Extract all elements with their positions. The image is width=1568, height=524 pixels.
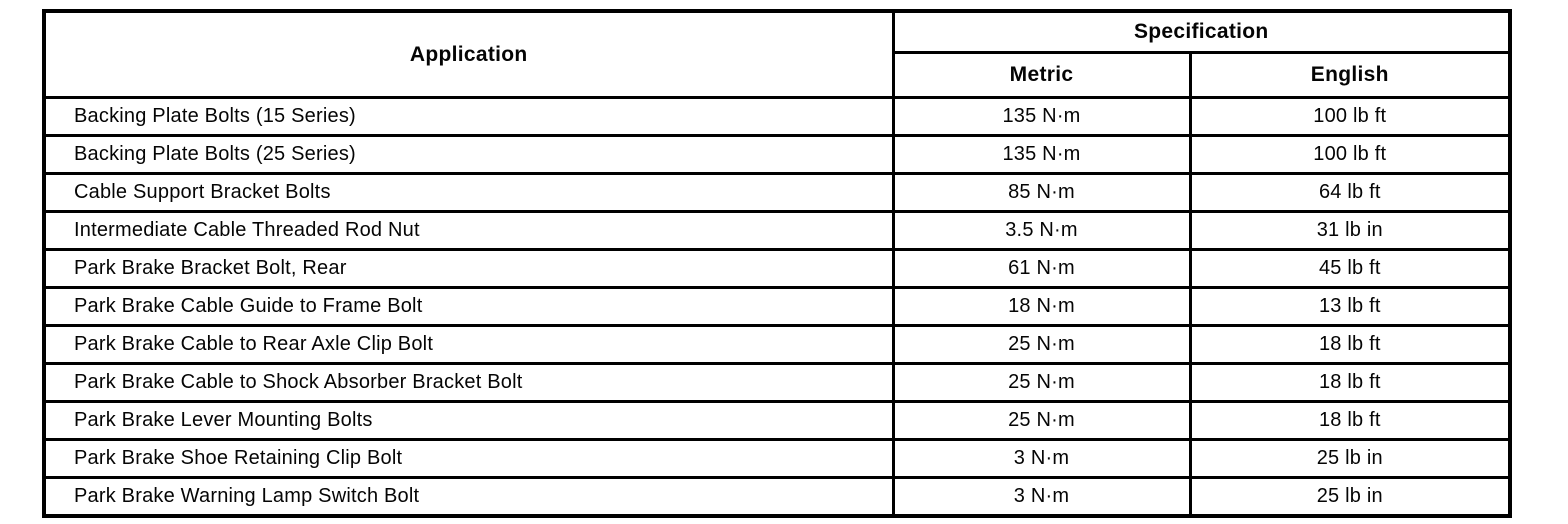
metric-cell: 85 N·m bbox=[893, 174, 1190, 212]
application-column-header: Application bbox=[44, 11, 893, 98]
english-cell: 31 lb in bbox=[1190, 212, 1510, 250]
metric-cell: 3 N·m bbox=[893, 440, 1190, 478]
table-row bbox=[44, 478, 1510, 516]
application-cell: Park Brake Cable Guide to Frame Bolt bbox=[44, 288, 893, 326]
metric-cell: 25 N·m bbox=[893, 326, 1190, 364]
english-cell: 18 lb ft bbox=[1190, 364, 1510, 402]
metric-cell: 25 N·m bbox=[893, 364, 1190, 402]
application-cell: Park Brake Lever Mounting Bolts bbox=[44, 402, 893, 440]
table-row bbox=[44, 364, 1510, 402]
application-cell: Backing Plate Bolts (25 Series) bbox=[44, 136, 893, 174]
english-cell: 45 lb ft bbox=[1190, 250, 1510, 288]
metric-cell: 3.5 N·m bbox=[893, 212, 1190, 250]
metric-cell: 135 N·m bbox=[893, 136, 1190, 174]
table-row bbox=[44, 212, 1510, 250]
metric-cell: 61 N·m bbox=[893, 250, 1190, 288]
english-cell: 100 lb ft bbox=[1190, 98, 1510, 136]
metric-cell: 3 N·m bbox=[893, 478, 1190, 516]
specification-column-header: Specification bbox=[893, 11, 1510, 53]
table-row bbox=[44, 326, 1510, 364]
english-cell: 64 lb ft bbox=[1190, 174, 1510, 212]
english-cell: 13 lb ft bbox=[1190, 288, 1510, 326]
metric-column-header: Metric bbox=[893, 53, 1190, 98]
metric-cell: 135 N·m bbox=[893, 98, 1190, 136]
application-cell: Backing Plate Bolts (15 Series) bbox=[44, 98, 893, 136]
application-cell: Cable Support Bracket Bolts bbox=[44, 174, 893, 212]
table-row bbox=[44, 440, 1510, 478]
english-cell: 18 lb ft bbox=[1190, 326, 1510, 364]
table-row bbox=[44, 174, 1510, 212]
table-row bbox=[44, 250, 1510, 288]
table-row bbox=[44, 288, 1510, 326]
application-cell: Park Brake Cable to Rear Axle Clip Bolt bbox=[44, 326, 893, 364]
english-cell: 100 lb ft bbox=[1190, 136, 1510, 174]
application-cell: Park Brake Shoe Retaining Clip Bolt bbox=[44, 440, 893, 478]
english-cell: 25 lb in bbox=[1190, 440, 1510, 478]
table-row bbox=[44, 402, 1510, 440]
metric-cell: 25 N·m bbox=[893, 402, 1190, 440]
table-row bbox=[44, 98, 1510, 136]
application-cell: Park Brake Bracket Bolt, Rear bbox=[44, 250, 893, 288]
english-cell: 18 lb ft bbox=[1190, 402, 1510, 440]
english-cell: 25 lb in bbox=[1190, 478, 1510, 516]
metric-cell: 18 N·m bbox=[893, 288, 1190, 326]
application-cell: Park Brake Warning Lamp Switch Bolt bbox=[44, 478, 893, 516]
torque-specification-table bbox=[42, 9, 1512, 518]
english-column-header: English bbox=[1190, 53, 1510, 98]
table-row bbox=[44, 136, 1510, 174]
application-cell: Park Brake Cable to Shock Absorber Bracket Bolt bbox=[44, 364, 893, 402]
header-row-specification bbox=[44, 11, 1510, 53]
application-cell: Intermediate Cable Threaded Rod Nut bbox=[44, 212, 893, 250]
